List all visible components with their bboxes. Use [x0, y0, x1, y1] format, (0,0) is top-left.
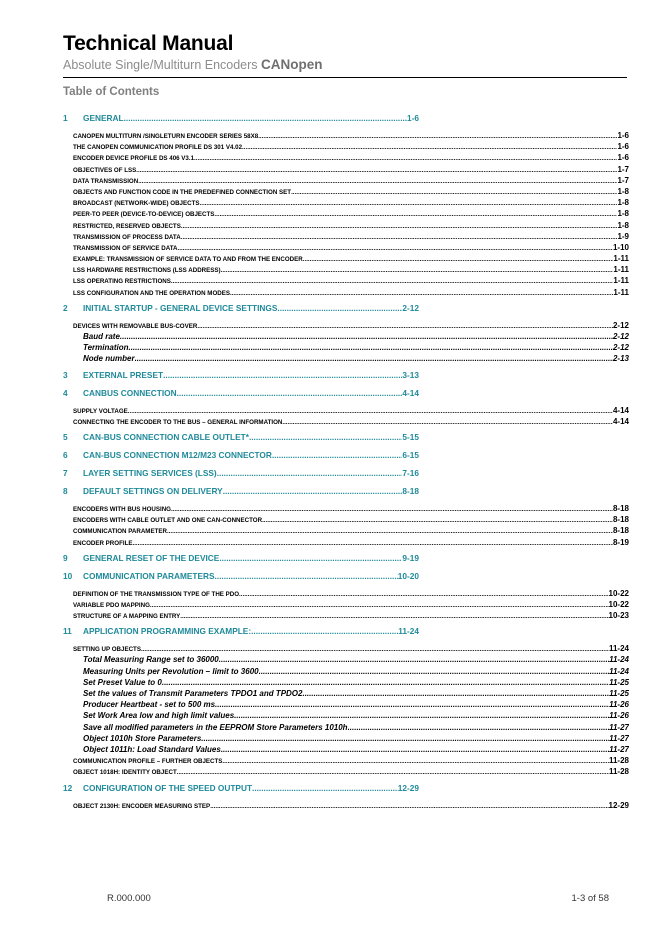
toc-entry-page: 1-8 [617, 198, 629, 208]
toc-dot-leader [171, 504, 613, 514]
toc-chapter-entry[interactable] [63, 449, 419, 461]
toc-dot-leader [178, 243, 613, 253]
toc-dot-leader [200, 198, 618, 208]
toc-subsection-entry[interactable] [63, 677, 629, 688]
toc-chapter-number: 11 [63, 626, 72, 637]
toc-subsection-entry[interactable] [63, 331, 629, 342]
toc-entry-page: 12-29 [397, 782, 419, 793]
toc-heading: Table of Contents [63, 86, 160, 98]
toc-entry-title: Termination [83, 343, 129, 353]
toc-dot-leader [222, 756, 609, 766]
subtitle-brand: CANopen [261, 57, 323, 72]
toc-entry-page: 1-9 [617, 231, 629, 241]
toc-dot-leader [223, 485, 403, 497]
toc-chapter-number: 7 [63, 467, 68, 478]
toc-entry-title: PEER-TO PEER (DEVICE-TO-DEVICE) OBJECTS [73, 211, 215, 219]
toc-entry-title: LAYER SETTING SERVICES (LSS) [83, 467, 217, 478]
toc-subsection-entry[interactable] [63, 342, 629, 353]
toc-entry-title: CANOPEN MULTITURN /SINGLETURN ENCODER SERIES 58X8 [73, 133, 259, 140]
toc-entry-page: 11-24 [609, 655, 629, 665]
toc-entry-page: 1-7 [617, 175, 629, 185]
toc-entry-page: 8-18 [612, 515, 629, 525]
toc-entry-title: CAN-BUS CONNECTION M12/M23 CONNECTOR [83, 449, 272, 460]
toc-section-entry[interactable] [63, 264, 629, 275]
toc-entry-page: 2-12 [612, 320, 629, 330]
toc-dot-leader [258, 131, 617, 141]
toc-chapter-entry[interactable] [63, 387, 419, 399]
toc-entry-title: Total Measuring Range set to 36000 [83, 655, 219, 665]
toc-entry-page: 4-14 [402, 387, 419, 398]
toc-entry-page: 1-10 [612, 242, 629, 252]
toc-entry-page: 11-27 [609, 722, 629, 732]
toc-chapter-number: 6 [63, 449, 68, 460]
toc-entry-title: LSS CONFIGURATION AND THE OPERATION MODES [73, 289, 230, 297]
toc-entry-page: 8-18 [612, 503, 629, 513]
toc-entry-page: 2-12 [402, 302, 419, 313]
toc-entry-title: COMMUNICATION PARAMETERS [83, 570, 215, 581]
toc-entry-title: Save all modified parameters in the EEPROM Store Parameters 1010h [83, 722, 348, 732]
toc-entry-title: Object 1011h: Load Standard Values [83, 744, 221, 754]
toc-section-entry[interactable] [63, 287, 629, 298]
toc-chapter-number: 10 [63, 570, 73, 581]
toc-section-entry[interactable] [63, 175, 629, 186]
toc-section-entry[interactable] [63, 152, 629, 163]
toc-dot-leader [135, 353, 613, 364]
toc-section-entry[interactable] [63, 514, 629, 525]
toc-entry-page: 11-25 [609, 689, 629, 698]
toc-dot-leader [251, 625, 398, 637]
toc-dot-leader [210, 801, 608, 811]
toc-dot-leader [214, 209, 617, 219]
toc-entry-title: BROADCAST (NETWORK-WIDE) OBJECTS [73, 200, 200, 208]
toc-subsection-entry[interactable] [63, 733, 629, 744]
toc-section-entry[interactable] [63, 405, 629, 416]
toc-entry-page: 6-15 [402, 449, 419, 460]
toc-chapter-entry[interactable] [63, 467, 419, 479]
toc-section-entry[interactable] [63, 186, 629, 197]
toc-entry-title: INITIAL STARTUP - GENERAL DEVICE SETTINGS [83, 302, 278, 313]
toc-entry-page: 10-20 [397, 570, 419, 581]
toc-dot-leader [171, 276, 614, 286]
toc-dot-leader [259, 666, 610, 677]
toc-dot-leader [180, 611, 608, 621]
toc-subsection-entry[interactable] [63, 722, 629, 733]
toc-entry-page: 11-27 [609, 733, 629, 743]
toc-entry-page: 2-12 [612, 332, 629, 341]
toc-dot-leader [128, 342, 613, 353]
toc-dot-leader [150, 600, 609, 610]
toc-entry-title: Producer Heartbeat - set to 500 ms [83, 700, 216, 710]
toc-chapter-number: 2 [63, 302, 68, 313]
toc-dot-leader [132, 538, 613, 548]
toc-section-entry[interactable] [63, 320, 629, 331]
toc-entry-title: DEFAULT SETTINGS ON DELIVERY [83, 485, 223, 496]
toc-entry-page: 12-29 [608, 800, 629, 810]
toc-entry-title: Set the values of Transmit Parameters TPDO1 and TPDO2 [83, 689, 303, 698]
toc-entry-title: ENCODERS WITH BUS HOUSING [73, 505, 171, 513]
toc-entry-page: 4-14 [612, 405, 629, 415]
toc-dot-leader [136, 165, 617, 175]
toc-entry-page: 1-8 [617, 186, 629, 196]
toc-entry-page: 4-14 [612, 416, 629, 426]
toc-subsection-entry[interactable] [63, 666, 629, 677]
toc-dot-leader [272, 449, 403, 461]
toc-dot-leader [219, 552, 402, 564]
toc-dot-leader [249, 431, 402, 443]
toc-section-entry[interactable] [63, 220, 629, 231]
toc-entry-title: SETTING UP OBJECTS [73, 646, 141, 654]
toc-entry-title: Set Preset Value to 0 [83, 677, 162, 687]
toc-dot-leader [215, 570, 398, 582]
toc-entry-page: 1-6 [617, 153, 629, 163]
toc-dot-leader [303, 254, 614, 264]
toc-dot-leader [234, 710, 609, 721]
toc-chapter-number: 1 [63, 113, 68, 123]
toc-entry-title: OBJECT 2130H: ENCODER MEASURING STEP [73, 802, 211, 810]
toc-section-entry[interactable] [63, 588, 629, 599]
toc-section-entry[interactable] [63, 242, 629, 253]
toc-entry-title: Node number [83, 354, 135, 364]
toc-dot-leader [277, 302, 402, 314]
toc-entry-page: 11-24 [609, 666, 629, 676]
toc-dot-leader [291, 187, 617, 197]
toc-entry-page: 1-6 [617, 131, 629, 140]
toc-dot-leader [262, 515, 613, 525]
toc-entry-title: EXAMPLE: TRANSMISSION OF SERVICE DATA TO AND FROM THE ENCODER [73, 256, 303, 264]
toc-entry-title: THE CANOPEN COMMUNICATION PROFILE DS 301 V4.02 [73, 144, 243, 152]
toc-entry-page: 2-12 [612, 343, 629, 353]
toc-section-entry[interactable] [63, 197, 629, 208]
toc-dot-leader [163, 369, 402, 381]
toc-section-entry[interactable] [63, 599, 629, 610]
toc-dot-leader [348, 722, 610, 733]
toc-entry-page: 11-24 [608, 644, 629, 654]
toc-entry-title: ENCODER PROFILE [73, 539, 133, 547]
toc-dot-leader [120, 331, 613, 342]
toc-entry-title: EXTERNAL PRESET [83, 369, 164, 380]
toc-section-entry[interactable] [63, 800, 629, 811]
toc-section-entry[interactable] [63, 164, 629, 175]
toc-dot-leader [282, 417, 613, 427]
toc-section-entry[interactable] [63, 141, 629, 152]
toc-section-entry[interactable] [63, 416, 629, 427]
toc-entry-page: 9-19 [402, 552, 419, 563]
toc-entry-title: LSS OPERATING RESTRICTIONS [73, 278, 171, 286]
toc-subsection-entry[interactable] [63, 688, 629, 699]
toc-dot-leader [162, 677, 609, 688]
toc-entry-page: 10-22 [608, 588, 629, 598]
toc-entry-title: DATA TRANSMISSION [73, 177, 139, 185]
toc-entry-page: 10-22 [608, 599, 629, 609]
toc-entry-title: APPLICATION PROGRAMMING EXAMPLE: [83, 626, 252, 637]
document-subtitle [63, 57, 323, 72]
toc-entry-page: 1-11 [613, 254, 629, 264]
toc-entry-title: DEFINITION OF THE TRANSMISSION TYPE OF THE PDO [73, 590, 240, 598]
toc-entry-page: 2-13 [612, 354, 629, 364]
toc-subsection-entry[interactable] [63, 699, 629, 710]
toc-section-entry[interactable] [63, 537, 629, 548]
toc-dot-leader [128, 406, 613, 416]
toc-chapter-number: 3 [63, 369, 68, 380]
toc-dot-leader [242, 142, 617, 152]
toc-entry-title: Measuring Units per Revolution – limit to 3600 [83, 666, 259, 676]
toc-section-entry[interactable] [63, 231, 629, 242]
toc-entry-page: 1-6 [407, 113, 419, 123]
toc-chapter-entry[interactable] [63, 782, 419, 794]
toc-entry-title: STRUCTURE OF A MAPPING ENTRY [73, 613, 181, 621]
toc-section-entry[interactable] [63, 643, 629, 654]
toc-entry-page: 8-18 [612, 526, 629, 536]
toc-entry-title: CONNECTING THE ENCODER TO THE BUS – GENERAL INFORMATION [73, 418, 283, 426]
toc-chapter-entry[interactable] [63, 552, 419, 564]
toc-entry-title: TRANSMISSION OF PROCESS DATA [73, 233, 181, 241]
toc-dot-leader [194, 153, 617, 163]
toc-subsection-entry[interactable] [63, 744, 629, 755]
toc-entry-page: 5-15 [402, 431, 419, 442]
toc-entry-title: LSS HARDWARE RESTRICTIONS (LSS ADDRESS) [73, 267, 221, 275]
toc-section-entry[interactable] [63, 208, 629, 219]
toc-entry-page: 8-19 [612, 537, 629, 547]
toc-chapter-number: 4 [63, 387, 68, 398]
toc-entry-page: 1-7 [617, 164, 629, 174]
toc-entry-page: 11-25 [609, 677, 629, 687]
toc-dot-leader [221, 744, 609, 755]
toc-entry-page: 10-23 [608, 611, 629, 621]
toc-dot-leader [138, 176, 617, 186]
toc-entry-title: SUPPLY VOLTAGE [73, 407, 128, 415]
toc-subsection-entry[interactable] [63, 710, 629, 721]
toc-chapter-entry[interactable] [63, 302, 419, 314]
toc-entry-title: GENERAL [83, 113, 124, 123]
toc-entry-page: 11-28 [608, 756, 629, 766]
toc-dot-leader [141, 644, 609, 654]
toc-chapter-number: 8 [63, 485, 68, 496]
footer-page-number: 1-3 of 58 [571, 893, 609, 904]
toc-dot-leader [217, 467, 403, 479]
toc-entry-title: COMMUNICATION PARAMETER [73, 528, 167, 536]
toc-entry-title: Object 1010h Store Parameters [83, 733, 202, 743]
toc-entry-page: 11-24 [398, 626, 419, 637]
toc-dot-leader [221, 265, 614, 275]
toc-section-entry[interactable] [63, 610, 629, 621]
toc-dot-leader [215, 699, 609, 710]
toc-section-entry[interactable] [63, 755, 629, 766]
toc-dot-leader [181, 221, 618, 231]
toc-entry-page: 1-11 [613, 287, 629, 297]
toc-entry-title: VARIABLE PDO MAPPING [73, 601, 150, 609]
toc-entry-title: ENCODERS WITH CABLE OUTLET AND ONE CAN-CONNECTOR [73, 517, 263, 525]
toc-dot-leader [252, 782, 398, 794]
toc-entry-title: OBJECTS AND FUNCTION CODE IN THE PREDEFINED CONNECTION SET [73, 188, 292, 196]
toc-chapter-entry[interactable] [63, 431, 419, 443]
toc-chapter-number: 12 [63, 782, 73, 793]
toc-entry-title: RESTRICTED, RESERVED OBJECTS [73, 222, 181, 230]
toc-entry-title: Set Work Area low and high limit values [83, 711, 235, 721]
toc-entry-page: 3-13 [402, 369, 419, 380]
toc-dot-leader [177, 767, 609, 777]
toc-section-entry[interactable] [63, 766, 629, 777]
toc-entry-page: 7-16 [402, 467, 419, 478]
toc-entry-title: Baud rate [83, 332, 120, 341]
toc-entry-page: 11-27 [609, 744, 629, 754]
toc-entry-page: 1-11 [613, 265, 629, 275]
toc-dot-leader [230, 288, 613, 298]
document-title: Technical Manual [63, 32, 234, 55]
toc-dot-leader [239, 589, 608, 599]
toc-entry-page: 11-28 [608, 767, 629, 777]
toc-dot-leader [167, 526, 613, 536]
toc-section-entry[interactable] [63, 253, 629, 264]
toc-chapter-entry[interactable] [63, 369, 419, 381]
header-divider [63, 77, 627, 78]
toc-entry-page: 1-11 [613, 276, 629, 286]
toc-entry-title: COMMUNICATION PROFILE – FURTHER OBJECTS [73, 758, 223, 766]
toc-entry-page: 11-26 [609, 700, 629, 710]
toc-chapter-entry[interactable] [63, 112, 419, 124]
toc-dot-leader [181, 232, 618, 242]
toc-entry-page: 11-26 [609, 711, 629, 721]
toc-dot-leader [201, 733, 609, 744]
toc-entry-title: DEVICES WITH REMOVABLE BUS-COVER [73, 322, 198, 330]
toc-section-entry[interactable] [63, 275, 629, 286]
table-of-contents [63, 108, 629, 811]
toc-entry-page: 8-18 [402, 485, 419, 496]
toc-entry-title: ENCODER DEVICE PROFILE DS 406 V3.1 [73, 155, 195, 163]
toc-section-entry[interactable] [63, 503, 629, 514]
subtitle-text: Absolute Single/Multiturn Encoders [63, 58, 258, 72]
toc-entry-title: OBJECT 1018H: IDENTITY OBJECT [73, 769, 177, 777]
toc-entry-title: CONFIGURATION OF THE SPEED OUTPUT [83, 782, 253, 793]
toc-chapter-entry[interactable] [63, 485, 419, 497]
toc-subsection-entry[interactable] [63, 654, 629, 665]
toc-entry-title: CANBUS CONNECTION [83, 387, 177, 398]
toc-chapter-number: 5 [63, 431, 68, 442]
toc-dot-leader [124, 112, 407, 124]
toc-chapter-entry[interactable] [63, 625, 419, 637]
toc-chapter-number: 9 [63, 552, 68, 563]
toc-entry-page: 1-8 [617, 220, 629, 230]
toc-section-entry[interactable] [63, 525, 629, 536]
toc-entry-page: 1-6 [617, 142, 629, 152]
toc-entry-title: CAN-BUS CONNECTION CABLE OUTLET* [83, 431, 249, 442]
toc-entry-title: TRANSMISSION OF SERVICE DATA [73, 244, 178, 252]
toc-dot-leader [177, 387, 403, 399]
toc-entry-title: OBJECTIVES OF LSS [73, 166, 137, 174]
footer-doc-number: R.000.000 [107, 893, 151, 904]
toc-entry-title: GENERAL RESET OF THE DEVICE [83, 552, 220, 563]
toc-entry-page: 1-8 [617, 209, 629, 219]
toc-subsection-entry[interactable] [63, 353, 629, 364]
toc-chapter-entry[interactable] [63, 570, 419, 582]
toc-section-entry[interactable] [63, 130, 629, 141]
toc-dot-leader [219, 654, 609, 665]
toc-dot-leader [302, 688, 609, 699]
toc-dot-leader [197, 321, 613, 331]
